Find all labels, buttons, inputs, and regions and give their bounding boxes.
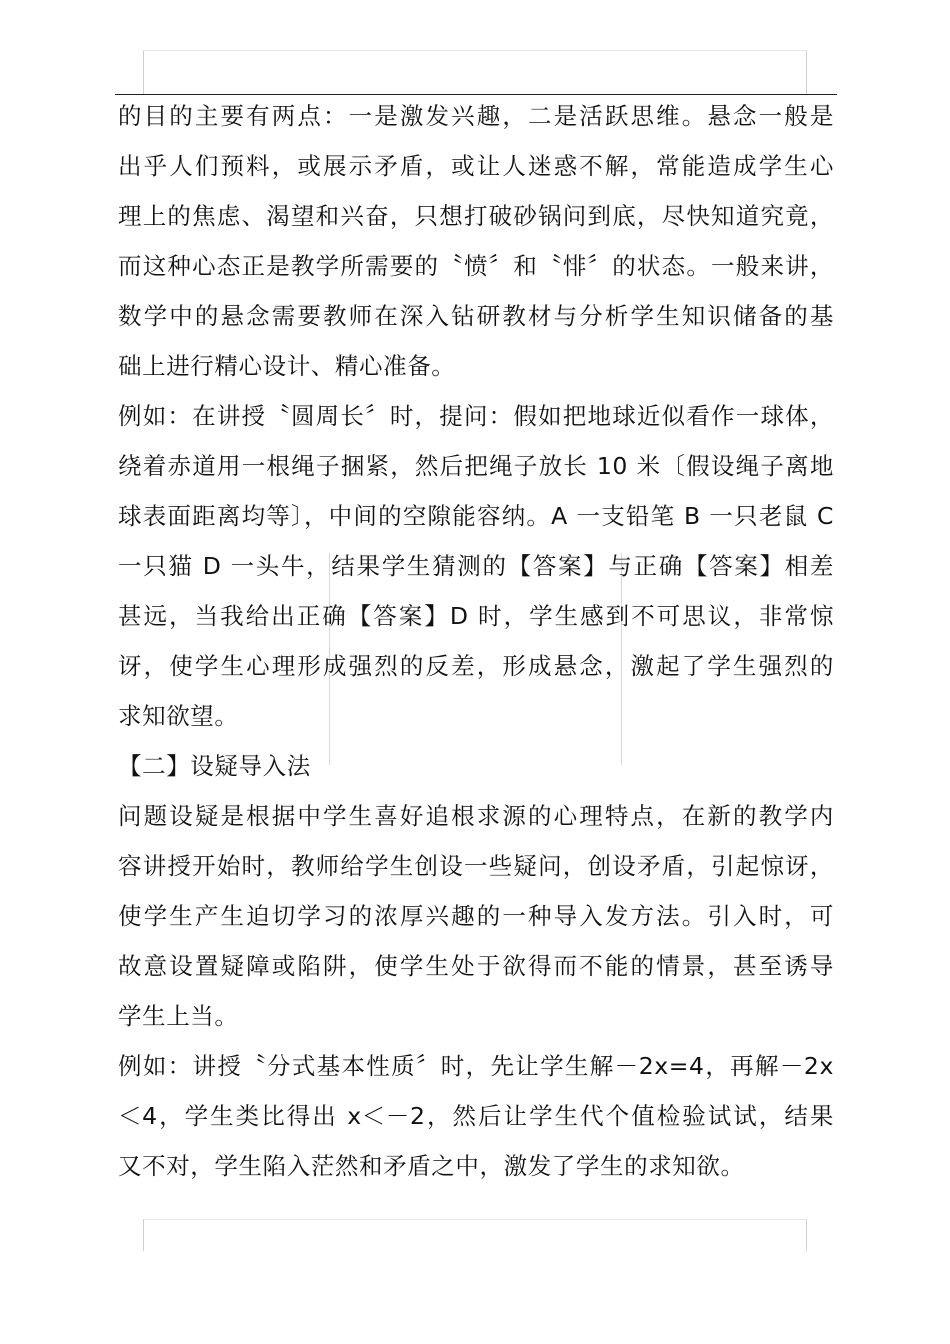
text-line: 故意设置疑障或陷阱，使学生处于欲得而不能的情景，甚至诱导 bbox=[118, 952, 834, 980]
header-frame bbox=[143, 50, 807, 95]
footer-frame bbox=[143, 1219, 807, 1251]
text-line: 一只猫 D 一头牛，结果学生猜测的【答案】与正确【答案】相差 bbox=[118, 552, 834, 580]
header-rule bbox=[115, 94, 837, 95]
text-line: 容讲授开始时，教师给学生创设一些疑问，创设矛盾，引起惊讶， bbox=[118, 852, 834, 880]
text-line: 而这种心态正是教学所需要的〝愤〞和〝悱〞的状态。一般来讲， bbox=[118, 252, 834, 280]
text-line: 础上进行精心设计、精心准备。 bbox=[118, 352, 456, 380]
text-line: 使学生产生迫切学习的浓厚兴趣的一种导入发方法。引入时，可 bbox=[118, 902, 834, 930]
text-line: 绕着赤道用一根绳子捆紧，然后把绳子放长 10 米〔假设绳子离地 bbox=[118, 452, 834, 480]
text-line: 例如：在讲授〝圆周长〞时，提问：假如把地球近似看作一球体， bbox=[118, 402, 834, 430]
section-heading: 【二】设疑导入法 bbox=[118, 752, 311, 780]
text-line: 问题设疑是根据中学生喜好追根求源的心理特点，在新的教学内 bbox=[118, 802, 834, 830]
text-line: 理上的焦虑、渴望和兴奋，只想打破砂锅问到底，尽快知道究竟， bbox=[118, 202, 834, 230]
text-line: 数学中的悬念需要教师在深入钻研教材与分析学生知识储备的基 bbox=[118, 302, 834, 330]
text-line: 例如：讲授〝分式基本性质〞时，先让学生解－2x=4，再解－2x bbox=[118, 1052, 834, 1080]
text-line: 的目的主要有两点：一是激发兴趣，二是活跃思维。悬念一般是 bbox=[118, 102, 834, 130]
text-line: 讶，使学生心理形成强烈的反差，形成悬念，激起了学生强烈的 bbox=[118, 652, 834, 680]
text-line: 学生上当。 bbox=[118, 1002, 239, 1030]
text-line: 甚远，当我给出正确【答案】D 时，学生感到不可思议，非常惊 bbox=[118, 602, 834, 630]
text-line: 出乎人们预料，或展示矛盾，或让人迷惑不解，常能造成学生心 bbox=[118, 152, 834, 180]
text-line: ＜4，学生类比得出 x＜－2，然后让学生代个值检验试试，结果 bbox=[118, 1102, 834, 1130]
text-line: 求知欲望。 bbox=[118, 702, 239, 730]
text-line: 球表面距离均等〕，中间的空隙能容纳。A 一支铅笔 B 一只老鼠 C bbox=[118, 502, 834, 530]
text-line: 又不对，学生陷入茫然和矛盾之中，激发了学生的求知欲。 bbox=[118, 1152, 745, 1180]
